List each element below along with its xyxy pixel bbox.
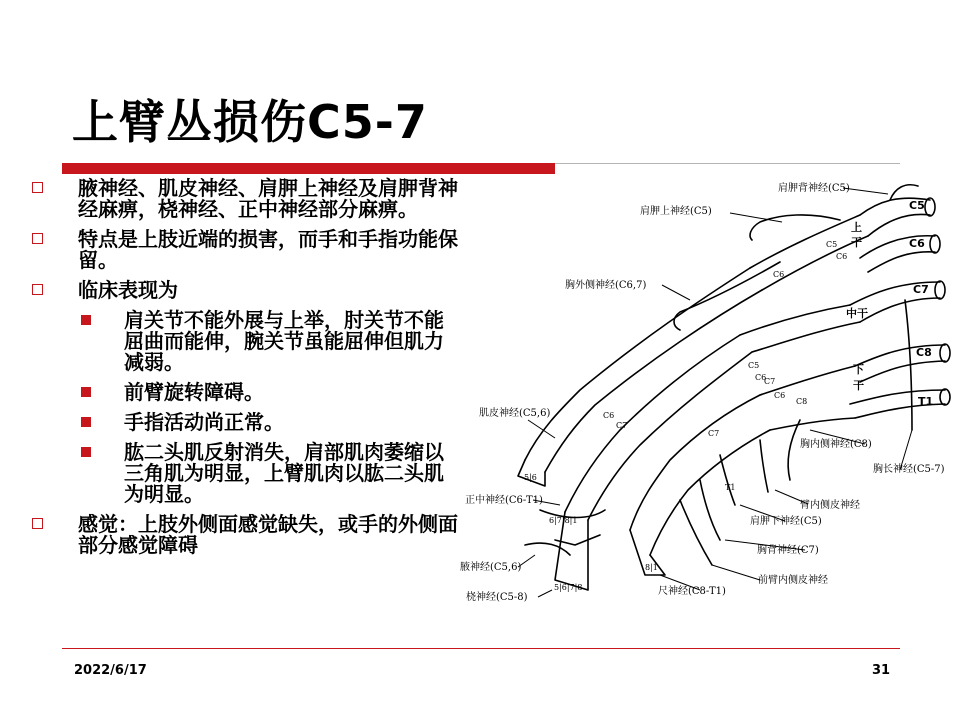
svg-text:胸外侧神经(C6,7) <box>565 278 646 291</box>
fiber-label: C8 <box>796 397 808 406</box>
root-c8-end <box>940 344 950 362</box>
upper-trunk-label-1: 上 <box>851 221 862 234</box>
subscapular-label: 肩胛下神经 <box>750 516 800 527</box>
middle-trunk <box>740 305 860 352</box>
sub-bullet-text: 肱二头肌反射消失，肩部肌肉萎缩以三角肌为明显，上臂肌肉以肱二头肌为明显。 <box>124 440 444 506</box>
median-label: 正中神经 <box>465 495 505 506</box>
slide-title: 上臂丛损伤C5-7 <box>72 95 428 149</box>
fiber-label: C5 <box>748 361 760 370</box>
thoracodorsal-nerve <box>700 480 720 540</box>
axillary-root: (C5,6) <box>490 562 522 573</box>
root-label-c7: C7 <box>913 283 929 296</box>
fiber-label: T1 <box>725 483 736 492</box>
middle-trunk-label: 中干 <box>846 307 868 320</box>
musculocutaneous-root: (C5,6) <box>519 408 551 419</box>
filled-square-bullet-icon <box>81 447 91 457</box>
bullet-text: 腋神经、肌皮神经、肩胛上神经及肩胛背神经麻痹，桡神经、正中神经部分麻痹。 <box>78 176 458 221</box>
page-number: 31 <box>872 663 891 678</box>
lateral-pectoral-root: (C6,7) <box>615 280 647 291</box>
sub-bullet-item <box>30 310 460 373</box>
ulnar-label: 尺神经 <box>658 586 688 597</box>
bullet-item <box>30 280 460 301</box>
medial-brachial-cutaneous-label: 臂内侧皮神经 <box>800 500 860 511</box>
medial-brachial-cutaneous-nerve <box>760 440 768 492</box>
medial-antebrachial-cutaneous-label: 前臂内侧皮神经 <box>758 575 828 586</box>
radial-cut-label: 5|6|7|8 <box>554 583 583 592</box>
root-label-c6: C6 <box>909 237 925 250</box>
bullet-item <box>30 514 460 556</box>
axillary-nerve <box>525 543 570 555</box>
medial-pectoral-nerve <box>788 420 800 480</box>
footer-divider <box>62 648 900 649</box>
hollow-square-bullet-icon <box>32 518 43 529</box>
fiber-label: C5 <box>826 240 838 249</box>
root-label-c8: C8 <box>916 346 932 359</box>
bullet-text: 特点是上肢近端的损害，而手和手指功能保留。 <box>78 227 458 272</box>
medial-pectoral-label: 胸内侧神经 <box>800 439 850 450</box>
suprascapular-root: (C5) <box>690 206 712 217</box>
subscapular-root: (C5) <box>800 516 822 527</box>
bullet-item <box>30 178 460 220</box>
root-c6-end <box>930 235 940 253</box>
bullet-text: 临床表现为 <box>78 278 178 302</box>
fiber-label: C6 <box>774 391 786 400</box>
fiber-label: C6 <box>773 270 785 279</box>
lateral-pectoral-nerve <box>674 262 780 330</box>
ulnar-root: (C8-T1) <box>688 586 726 597</box>
svg-text:胸背神经(C7) <box>757 543 819 556</box>
brachial-plexus-diagram <box>460 172 960 612</box>
ulnar-cut-label: 8|1 <box>645 563 658 572</box>
lateral-pectoral-label: 胸外侧神经 <box>565 280 615 291</box>
root-c7-end <box>935 281 945 299</box>
svg-text:正中神经(C6-T1) <box>465 493 543 506</box>
svg-text:腋神经(C5,6) <box>460 560 521 573</box>
median-root: (C6-T1) <box>505 495 543 506</box>
thoracodorsal-label: 胸背神经 <box>757 545 797 556</box>
dorsal-scapular-label: 肩胛背神经 <box>778 183 828 194</box>
radial-root: (C5-8) <box>496 592 528 603</box>
hollow-square-bullet-icon <box>32 233 43 244</box>
root-label-t1: T1 <box>918 395 934 408</box>
thoracodorsal-root: (C7) <box>797 545 819 556</box>
musculocutaneous-cut-label: 5|6 <box>524 473 537 482</box>
medial-pectoral-root: (C8) <box>850 439 872 450</box>
slide-date: 2022/6/17 <box>74 663 147 678</box>
fiber-label: C6 <box>755 373 767 382</box>
filled-square-bullet-icon <box>81 417 91 427</box>
sub-bullet-text: 肩关节不能外展与上举，肘关节不能屈曲而能伸，腕关节虽能屈伸但肌力减弱。 <box>124 308 444 374</box>
lower-trunk-label-2: 干 <box>853 379 864 392</box>
lower-trunk-label-1: 下 <box>853 363 864 376</box>
sub-bullet-item <box>30 412 460 433</box>
long-thoracic-label: 胸长神经 <box>873 464 913 475</box>
upper-trunk-label-2: 干 <box>851 236 862 249</box>
subscapular-nerve <box>720 455 735 505</box>
svg-text:肩胛背神经(C5) <box>778 181 850 194</box>
long-thoracic-root: (C5-7) <box>913 464 945 475</box>
root-t1-end <box>940 389 950 405</box>
fiber-label: C7 <box>708 429 720 438</box>
bullet-item <box>30 229 460 271</box>
posterior-cord <box>565 335 752 520</box>
svg-text:胸长神经(C5-7) <box>873 462 945 475</box>
fiber-label: C6 <box>836 252 848 261</box>
bullet-text: 感觉：上肢外侧面感觉缺失，或手的外侧面部分感觉障碍 <box>78 512 458 557</box>
radial-label: 桡神经 <box>466 592 496 603</box>
sub-bullet-item <box>30 442 460 505</box>
svg-text:肌皮神经(C5,6) <box>479 406 550 419</box>
root-label-c5: C5 <box>909 199 925 212</box>
sub-bullet-item <box>30 382 460 403</box>
fiber-label: C7 <box>616 421 628 430</box>
medial-cord <box>630 395 770 555</box>
svg-text:肩胛上神经(C5) <box>640 204 712 217</box>
fiber-label: C6 <box>603 411 615 420</box>
musculocutaneous-label: 肌皮神经 <box>479 408 519 419</box>
svg-text:桡神经(C5-8) <box>466 590 528 603</box>
hollow-square-bullet-icon <box>32 182 43 193</box>
fiber-label: C7 <box>764 377 776 386</box>
dorsal-scapular-root: (C5) <box>828 183 850 194</box>
filled-square-bullet-icon <box>81 387 91 397</box>
median-cut-label: 6|7|8|1 <box>549 516 578 525</box>
hollow-square-bullet-icon <box>32 284 43 295</box>
filled-square-bullet-icon <box>81 315 91 325</box>
suprascapular-label: 肩胛上神经 <box>640 206 690 217</box>
bullet-list <box>30 178 460 565</box>
svg-text:肩胛下神经(C5) <box>750 514 822 527</box>
svg-text:尺神经(C8-T1) <box>658 584 726 597</box>
sub-bullet-text: 手指活动尚正常。 <box>124 410 284 434</box>
axillary-label: 腋神经 <box>460 562 490 573</box>
svg-text:胸内侧神经(C8) <box>800 437 872 450</box>
sub-bullet-text: 前臂旋转障碍。 <box>124 380 264 404</box>
